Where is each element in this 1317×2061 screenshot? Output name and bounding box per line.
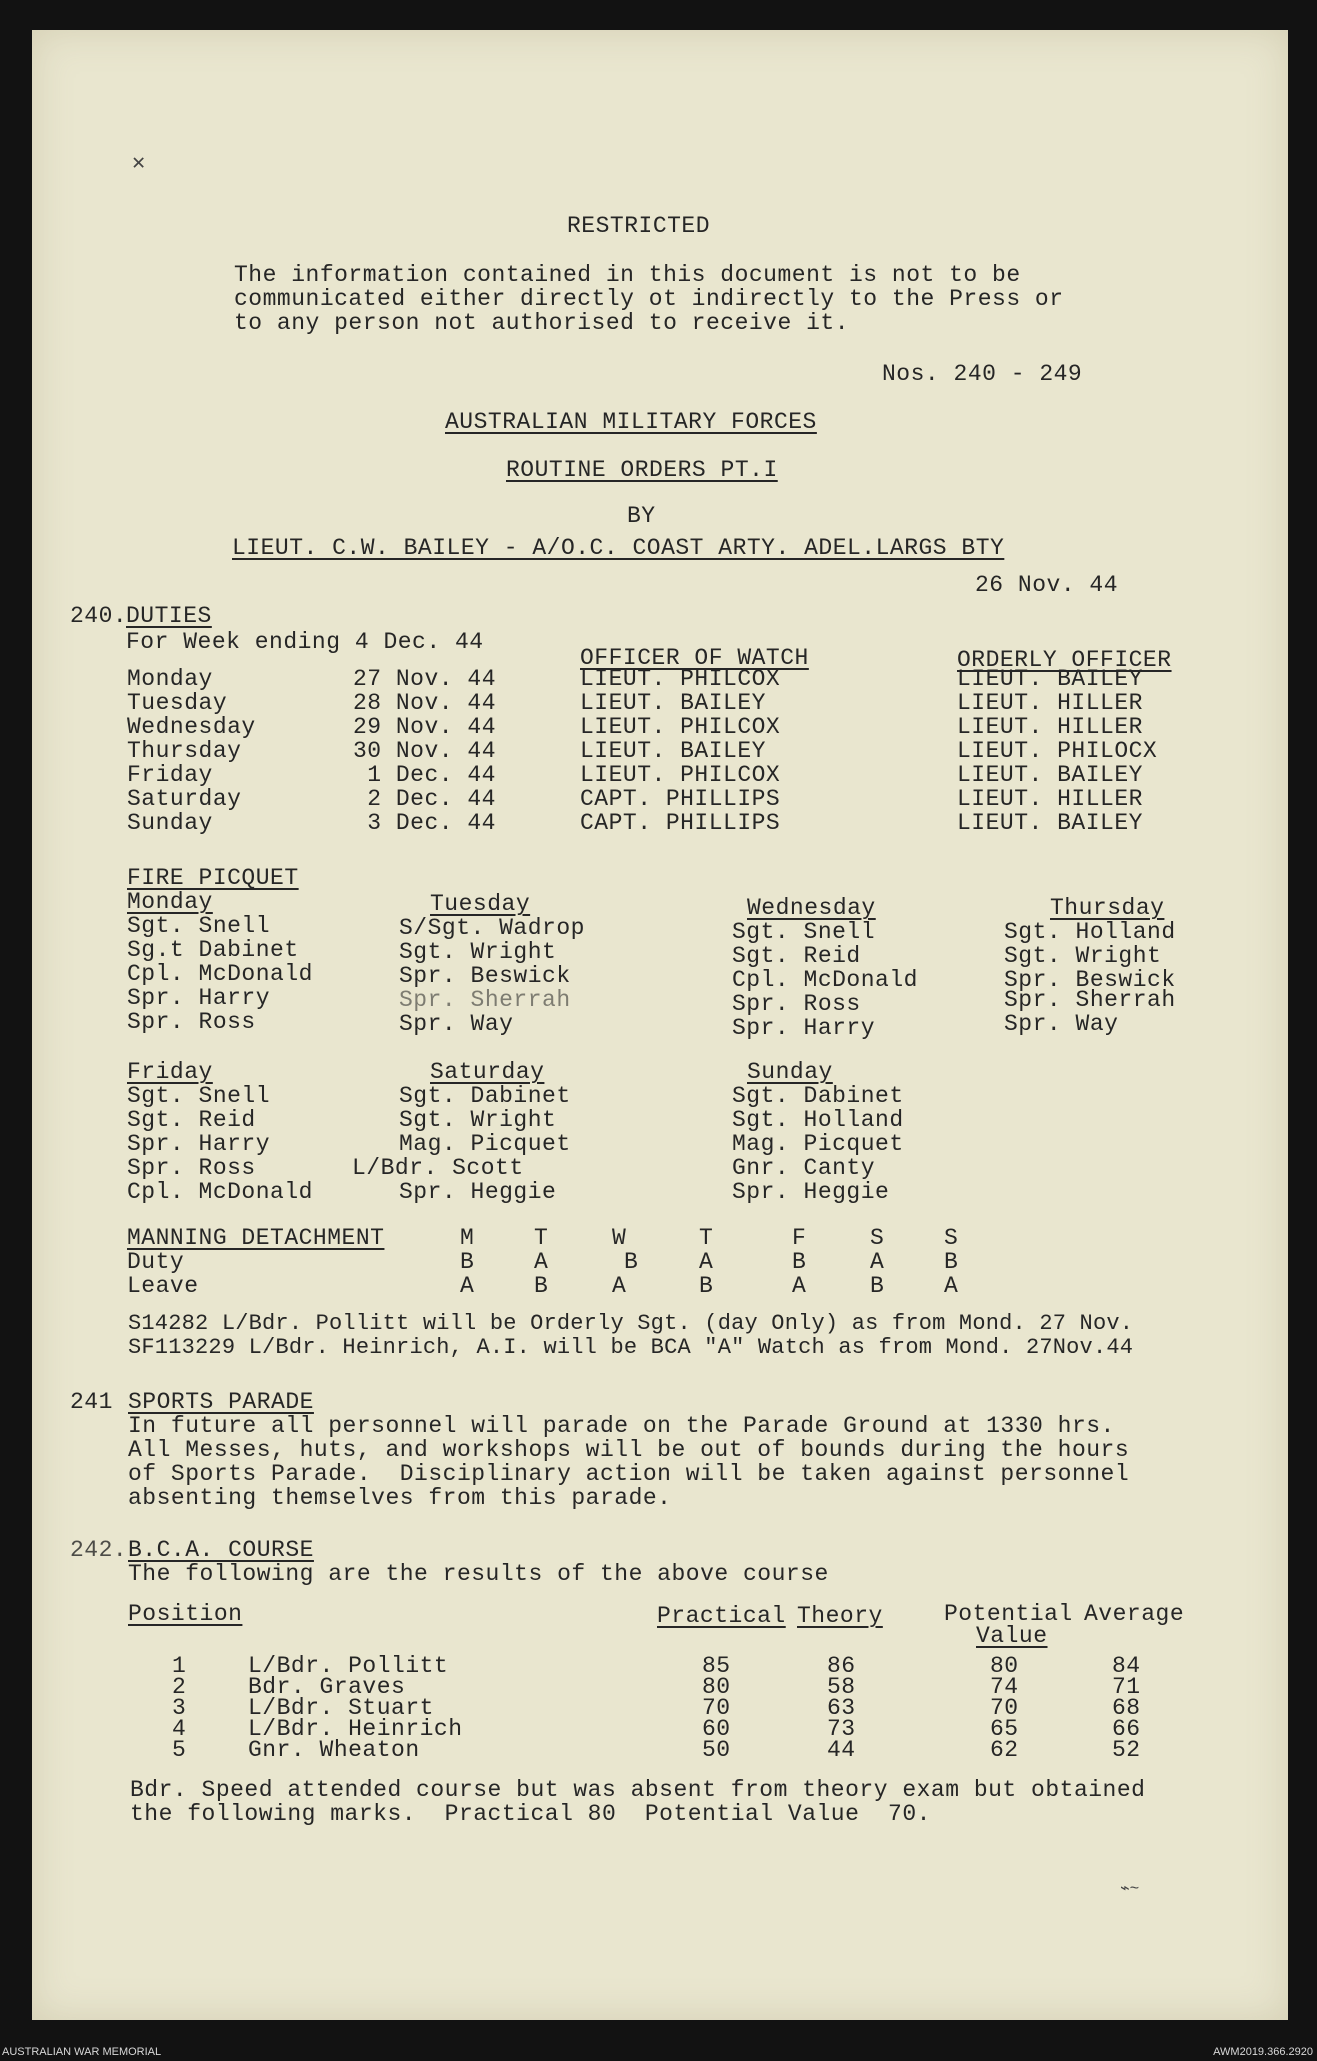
duty-orderly-officer: LIEUT. BAILEY (957, 810, 1143, 836)
duty-watch-officer: LIEUT. BAILEY (580, 690, 766, 716)
duty-orderly-officer: LIEUT. HILLER (957, 714, 1143, 740)
result-theory: 73 (827, 1716, 856, 1742)
result-name: L/Bdr. Heinrich (248, 1716, 463, 1742)
duty-orderly-officer: LIEUT. BAILEY (957, 762, 1143, 788)
result-average: 52 (1112, 1737, 1141, 1763)
sports-number: 241 (70, 1389, 113, 1415)
duty-watch-officer: LIEUT. PHILCOX (580, 762, 781, 788)
picquet-name: Sgt. Holland (732, 1107, 904, 1133)
result-practical: 50 (702, 1737, 731, 1763)
duty-orderly-officer: LIEUT. BAILEY (957, 666, 1143, 692)
duty-day: Wednesday (127, 714, 256, 740)
course-note: Bdr. Speed attended course but was absent from theory exam but obtained (130, 1777, 1146, 1803)
manning-leave-value: A (612, 1273, 627, 1299)
potential-header: Potential (944, 1601, 1073, 1627)
manning-duty-value: B (624, 1249, 639, 1275)
average-header: Average (1084, 1601, 1185, 1627)
result-theory: 86 (827, 1653, 856, 1679)
duties-heading: DUTIES (126, 603, 212, 629)
sports-text: All Messes, huts, and workshops will be out of bounds during the hours (128, 1437, 1130, 1463)
duty-orderly-officer: LIEUT. HILLER (957, 690, 1143, 716)
manning-day: S (870, 1225, 885, 1251)
position-header: Position (128, 1601, 243, 1627)
result-practical: 85 (702, 1653, 731, 1679)
manning-day: T (534, 1225, 549, 1251)
duty-watch-officer: LIEUT. PHILCOX (580, 714, 781, 740)
picquet-name: Spr. Beswick (1004, 967, 1176, 993)
picquet-name: Sgt. Holland (1004, 919, 1176, 945)
by-label: BY (627, 503, 656, 529)
duty-watch-officer: LIEUT. PHILCOX (580, 666, 781, 692)
manning-leave-value: B (534, 1273, 549, 1299)
picquet-name: Gnr. Canty (732, 1155, 876, 1181)
manning-leave-value: A (460, 1273, 475, 1299)
result-theory: 44 (827, 1737, 856, 1763)
manning-leave-value: B (699, 1273, 714, 1299)
sports-text: absenting themselves from this parade. (128, 1485, 672, 1511)
notice-line-1: The information contained in this document is not to be (234, 262, 1021, 288)
picquet-day-label: Saturday (430, 1059, 545, 1085)
picquet-name: Cpl. McDonald (127, 1179, 313, 1205)
picquet-name: Spr. Heggie (732, 1179, 890, 1205)
result-potential: 80 (990, 1653, 1019, 1679)
picquet-name: Sgt. Reid (732, 943, 861, 969)
manning-heading: MANNING DETACHMENT (127, 1225, 385, 1251)
picquet-name: Spr. Way (399, 1011, 514, 1037)
practical-header: Practical (657, 1603, 786, 1629)
picquet-day-label: Friday (127, 1059, 213, 1085)
manning-note: SF113229 L/Bdr. Heinrich, A.I. will be BCA "A" Watch as from Mond. 27Nov.44 (128, 1335, 1134, 1360)
result-average: 66 (1112, 1716, 1141, 1742)
picquet-name: Spr. Harry (127, 1131, 271, 1157)
archive-reference: AWM2019.366.2920 (1213, 2046, 1313, 2058)
order-numbers: Nos. 240 - 249 (882, 361, 1083, 387)
picquet-name: L/Bdr. Scott (352, 1155, 524, 1181)
picquet-name: Sgt. Wright (399, 1107, 557, 1133)
manning-duty-value: B (792, 1249, 807, 1275)
picquet-name: Sg.t Dabinet (127, 937, 299, 963)
notice-line-3: to any person not authorised to receive it. (234, 310, 849, 336)
duty-date: 2 Dec. 44 (367, 786, 496, 812)
result-practical: 80 (702, 1674, 731, 1700)
issuer-line: LIEUT. C.W. BAILEY - A/O.C. COAST ARTY. ADEL.LARGS BTY (232, 535, 1005, 561)
picquet-name: Sgt. Snell (127, 1083, 271, 1109)
picquet-name: Spr. Beswick (399, 963, 571, 989)
duty-day: Sunday (127, 810, 213, 836)
restricted-label: RESTRICTED (567, 213, 711, 239)
duty-date: 3 Dec. 44 (367, 810, 496, 836)
picquet-name: Sgt. Dabinet (399, 1083, 571, 1109)
picquet-name: Spr. Ross (732, 991, 861, 1017)
result-name: Gnr. Wheaton (248, 1737, 420, 1763)
duty-date: 30 Nov. 44 (352, 738, 496, 764)
duty-day: Monday (127, 666, 213, 692)
picquet-day-label: Tuesday (430, 891, 531, 917)
result-potential: 65 (990, 1716, 1019, 1742)
manning-duty-value: A (699, 1249, 714, 1275)
result-practical: 60 (702, 1716, 731, 1742)
manning-note: S14282 L/Bdr. Pollitt will be Orderly Sgt. (day Only) as from Mond. 27 Nov. (128, 1311, 1134, 1336)
duty-date: 1 Dec. 44 (367, 762, 496, 788)
orders-title: ROUTINE ORDERS PT.I (506, 457, 778, 483)
result-average: 68 (1112, 1695, 1141, 1721)
result-average: 84 (1112, 1653, 1141, 1679)
picquet-name: Spr. Sherrah (1004, 987, 1176, 1013)
picquet-name: Spr. Heggie (399, 1179, 557, 1205)
result-potential: 70 (990, 1695, 1019, 1721)
result-practical: 70 (702, 1695, 731, 1721)
picquet-day-label: Sunday (747, 1059, 833, 1085)
result-potential: 62 (990, 1737, 1019, 1763)
result-average: 71 (1112, 1674, 1141, 1700)
document-page (32, 30, 1288, 2020)
picquet-name: Spr. Harry (127, 985, 271, 1011)
picquet-day-label: Wednesday (747, 895, 876, 921)
document-date: 26 Nov. 44 (975, 572, 1119, 598)
result-position: 2 (172, 1674, 187, 1700)
duty-date: 27 Nov. 44 (352, 666, 496, 692)
duty-day: Friday (127, 762, 213, 788)
picquet-name: Spr. Harry (732, 1015, 876, 1041)
result-position: 1 (172, 1653, 187, 1679)
pencil-mark: ⌁~ (1120, 1880, 1140, 1898)
manning-duty-value: B (944, 1249, 959, 1275)
result-position: 3 (172, 1695, 187, 1721)
orderly-officer-header: ORDERLY OFFICER (957, 647, 1172, 673)
theory-header: Theory (797, 1603, 883, 1629)
course-intro: The following are the results of the above course (128, 1561, 829, 1587)
duty-day: Thursday (127, 738, 242, 764)
manning-duty-value: A (534, 1249, 549, 1275)
picquet-name: Sgt. Dabinet (732, 1083, 904, 1109)
officer-of-watch-header: OFFICER OF WATCH (580, 645, 809, 671)
duty-day: Saturday (127, 786, 242, 812)
result-name: L/Bdr. Stuart (248, 1695, 434, 1721)
forces-title: AUSTRALIAN MILITARY FORCES (445, 409, 817, 435)
picquet-name: Sgt. Snell (127, 913, 271, 939)
course-number: 242. (70, 1537, 128, 1563)
duty-orderly-officer: LIEUT. HILLER (957, 786, 1143, 812)
picquet-name: Sgt. Reid (127, 1107, 256, 1133)
pencil-mark: ✕ (132, 151, 146, 176)
course-heading: B.C.A. COURSE (128, 1537, 314, 1563)
manning-duty-value: A (870, 1249, 885, 1275)
picquet-name: S/Sgt. Wadrop (399, 915, 585, 941)
sports-text: In future all personnel will parade on the Parade Ground at 1330 hrs. (128, 1413, 1115, 1439)
picquet-name: Spr. Way (1004, 1011, 1119, 1037)
result-theory: 63 (827, 1695, 856, 1721)
fire-picquet-heading: FIRE PICQUET (127, 865, 299, 891)
duty-day: Tuesday (127, 690, 228, 716)
picquet-name: Sgt. Snell (732, 919, 876, 945)
manning-leave-value: A (944, 1273, 959, 1299)
picquet-day-label: Monday (127, 889, 213, 915)
manning-leave-value: B (870, 1273, 885, 1299)
result-name: L/Bdr. Pollitt (248, 1653, 449, 1679)
duty-date: 29 Nov. 44 (352, 714, 496, 740)
picquet-name: Spr. Sherrah (399, 987, 571, 1013)
manning-day: F (792, 1225, 807, 1251)
duties-number: 240. (70, 603, 128, 629)
result-theory: 58 (827, 1674, 856, 1700)
manning-leave-value: A (792, 1273, 807, 1299)
sports-heading: SPORTS PARADE (128, 1389, 314, 1415)
picquet-name: Sgt. Wright (1004, 943, 1162, 969)
manning-day: S (944, 1225, 959, 1251)
value-header: Value (976, 1623, 1048, 1649)
notice-line-2: communicated either directly ot indirectly to the Press or (234, 286, 1064, 312)
duty-watch-officer: CAPT. PHILLIPS (580, 810, 781, 836)
duty-date: 28 Nov. 44 (352, 690, 496, 716)
picquet-name: Mag. Picquet (732, 1131, 904, 1157)
sports-text: of Sports Parade. Disciplinary action will be taken against personnel (128, 1461, 1130, 1487)
archive-credit: AUSTRALIAN WAR MEMORIAL (2, 2046, 162, 2058)
manning-day: M (460, 1225, 475, 1251)
result-potential: 74 (990, 1674, 1019, 1700)
duty-watch-officer: CAPT. PHILLIPS (580, 786, 781, 812)
result-name: Bdr. Graves (248, 1674, 406, 1700)
duties-week: For Week ending 4 Dec. 44 (126, 629, 484, 655)
manning-leave-label: Leave (127, 1273, 199, 1299)
manning-day: T (699, 1225, 714, 1251)
picquet-day-label: Thursday (1050, 895, 1165, 921)
picquet-name: Spr. Ross (127, 1009, 256, 1035)
picquet-name: Sgt. Wright (399, 939, 557, 965)
duty-watch-officer: LIEUT. BAILEY (580, 738, 766, 764)
picquet-name: Cpl. McDonald (732, 967, 918, 993)
result-position: 4 (172, 1716, 187, 1742)
manning-day: W (612, 1225, 627, 1251)
result-position: 5 (172, 1737, 187, 1763)
picquet-name: Cpl. McDonald (127, 961, 313, 987)
manning-duty-value: B (460, 1249, 475, 1275)
picquet-name: Mag. Picquet (399, 1131, 571, 1157)
duty-orderly-officer: LIEUT. PHILOCX (957, 738, 1158, 764)
manning-duty-label: Duty (127, 1249, 185, 1275)
course-note: the following marks. Practical 80 Potential Value 70. (130, 1801, 931, 1827)
picquet-name: Spr. Ross (127, 1155, 256, 1181)
